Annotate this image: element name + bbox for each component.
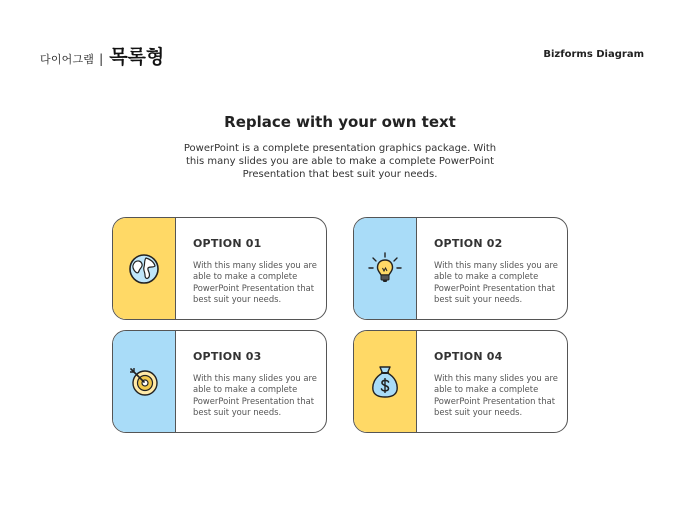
header-left xyxy=(40,42,164,69)
globe-icon xyxy=(128,253,160,285)
main-description: PowerPoint is a complete presentation graphics package. With this many slides you are able to make a complete PowerPoint Presentation that best suit your needs. xyxy=(183,143,497,180)
option-card-02 xyxy=(353,217,568,320)
option-text: With this many slides you are able to make a complete PowerPoint Presentation that best suit your needs. xyxy=(434,260,558,304)
lightbulb-icon xyxy=(367,251,403,287)
option-title: OPTION 04 xyxy=(434,350,503,363)
main-title: Replace with your own text xyxy=(224,113,456,131)
option-card-01-side xyxy=(113,218,176,319)
money-bag-icon xyxy=(369,364,401,400)
option-card-04-side xyxy=(354,331,417,432)
option-title: OPTION 01 xyxy=(193,237,262,250)
header-category: 다이어그램 xyxy=(40,53,95,66)
header-separator: | xyxy=(99,52,104,66)
option-text: With this many slides you are able to make a complete PowerPoint Presentation that best suit your needs. xyxy=(193,260,317,304)
option-text: With this many slides you are able to make a complete PowerPoint Presentation that best suit your needs. xyxy=(434,373,558,417)
option-card-01 xyxy=(112,217,327,320)
option-card-02-side xyxy=(354,218,417,319)
target-icon xyxy=(128,366,160,398)
option-card-03 xyxy=(112,330,327,433)
page-title: 목록형 xyxy=(109,46,165,68)
option-title: OPTION 02 xyxy=(434,237,503,250)
option-card-04 xyxy=(353,330,568,433)
option-title: OPTION 03 xyxy=(193,350,262,363)
option-card-03-side xyxy=(113,331,176,432)
brand-label: Bizforms Diagram xyxy=(543,49,644,60)
option-text: With this many slides you are able to make a complete PowerPoint Presentation that best suit your needs. xyxy=(193,373,317,417)
